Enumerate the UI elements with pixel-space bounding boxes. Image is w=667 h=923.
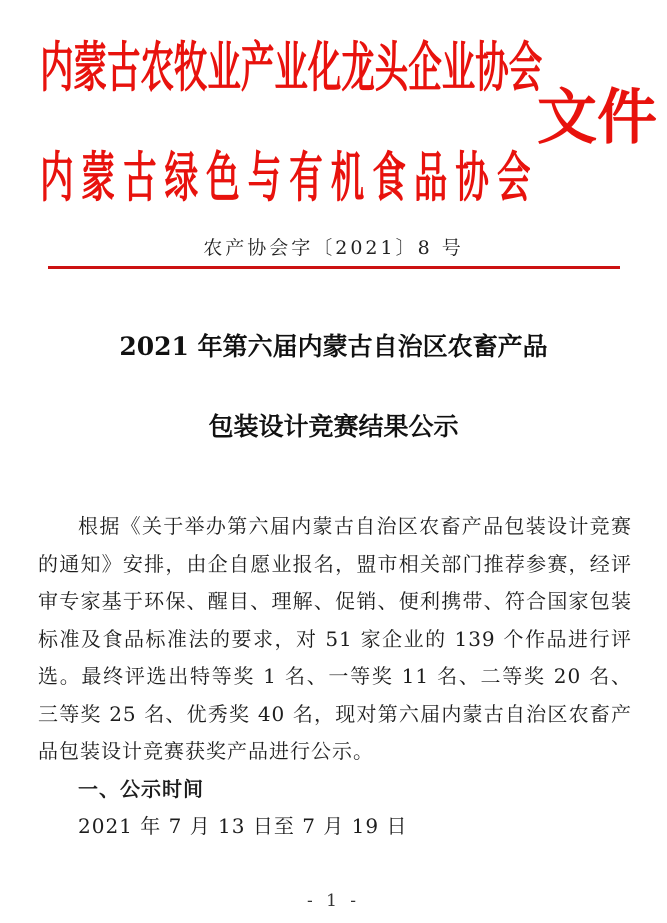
page-number: - 1 - [306,891,361,911]
body-paragraph: 根据《关于举办第六届内蒙古自治区农畜产品包装设计竞赛的通知》安排，由企自愿业报名，盟市相关部门推荐参赛，经评审专家基于环保、醒目、理解、促销、便利携带、符合国家包装标准及食品标准法的要求，对 51 家企业的 139 个作品进行评选。最终评选出特等奖 1 名、一等奖 11 名、二等奖 20 名、三等奖 25 名、优秀奖 40 名，现对第六届内蒙古自治区农畜产品包装设计竞赛获奖产品进行公示。 [38,514,632,763]
body-block [38,508,632,846]
doc-title-line1: 2021 年第六届内蒙古自治区农畜产品 [119,332,548,361]
doc-number: 农产协会字〔2021〕8 号 [203,237,464,259]
letterhead-org-line1: 内蒙古农牧业产业化龙头企业协会 [40,35,543,99]
section1-date: 2021 年 7 月 13 日至 7 月 19 日 [78,814,408,838]
doc-type-label: 文件 [537,83,657,153]
red-divider-line [48,266,620,269]
letterhead-org-line2: 内蒙古绿色与有机食品协会 [40,145,539,209]
doc-title-line2: 包装设计竞赛结果公示 [208,411,459,441]
doc-title [0,333,667,442]
section1-heading: 一、公示时间 [78,776,204,801]
